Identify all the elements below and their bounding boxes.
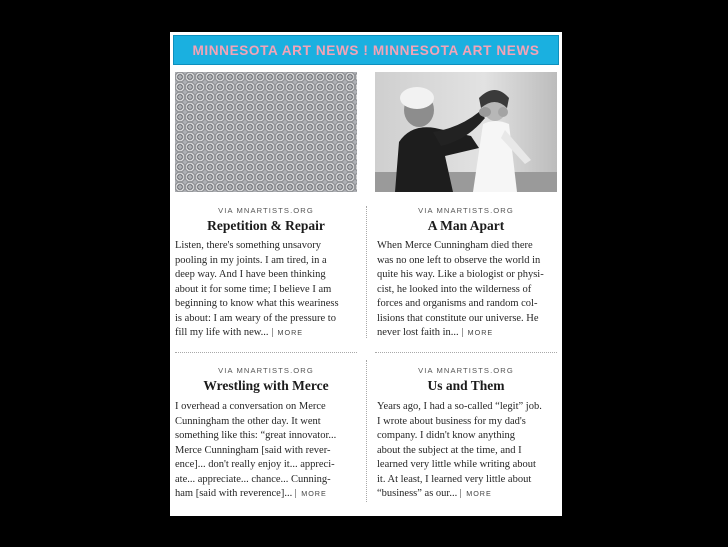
article-4-body: Years ago, I had a so-called “legit” job. I wrote about business for my dad's company. I didn't know anything about the subject at the time, and I learned very little while writing about it. At least, I learned very little about “business” as our... MORE — [377, 401, 542, 499]
article-1-body: Listen, there's something unsavory pooling in my joints. I am tired, in a deep way. And I have been thinking about it for some time; I believe I am beginning to know what this weariness is about: I am weary of the pressure to fill my life with new... MORE — [175, 240, 339, 338]
article-1-source: VIA MNARTISTS.ORG — [218, 206, 314, 215]
article-3-more-link[interactable]: MORE — [295, 489, 327, 498]
banner-text: MINNESOTA ART NEWS ! MINNESOTA ART NEWS — [192, 42, 540, 58]
row-divider-right — [375, 352, 557, 353]
article-3-title[interactable]: Wrestling with Merce — [203, 378, 329, 393]
banner — [173, 35, 559, 65]
article-2-source: VIA MNARTISTS.ORG — [418, 206, 514, 215]
dancers-photo-graphic — [375, 72, 557, 192]
column-divider-top — [366, 206, 367, 338]
article-4-title[interactable]: Us and Them — [427, 378, 505, 393]
row-divider-left — [175, 352, 357, 353]
article-2-more-link[interactable]: MORE — [462, 328, 494, 337]
newsletter-card — [170, 32, 562, 516]
article-1-more-link[interactable]: MORE — [272, 328, 304, 337]
dancers-photo[interactable] — [375, 72, 557, 192]
article-1-title[interactable]: Repetition & Repair — [207, 218, 325, 233]
chainmail-image[interactable] — [175, 72, 357, 192]
column-divider-bottom — [366, 360, 367, 502]
article-2-title[interactable]: A Man Apart — [427, 218, 505, 233]
article-3-body: I overhead a conversation on Merce Cunningham the other day. It went something like this: “great innovator... Merce Cunningham [said with rever- ence]... don't really enjoy it... appreci- ate... appreciate... chance... Cunning- ham [said with reverence]... MORE — [175, 401, 337, 499]
article-3-source: VIA MNARTISTS.ORG — [218, 366, 314, 375]
article-4-more-link[interactable]: MORE — [460, 489, 492, 498]
article-2-body: When Merce Cunningham died there was no one left to observe the world in quite his way. Like a biologist or physi- cist, he looked into the wilderness of forces and organisms and random col- lisions that constitute our universe. He never lost faith in... MORE — [377, 240, 544, 338]
article-4-source: VIA MNARTISTS.ORG — [418, 366, 514, 375]
